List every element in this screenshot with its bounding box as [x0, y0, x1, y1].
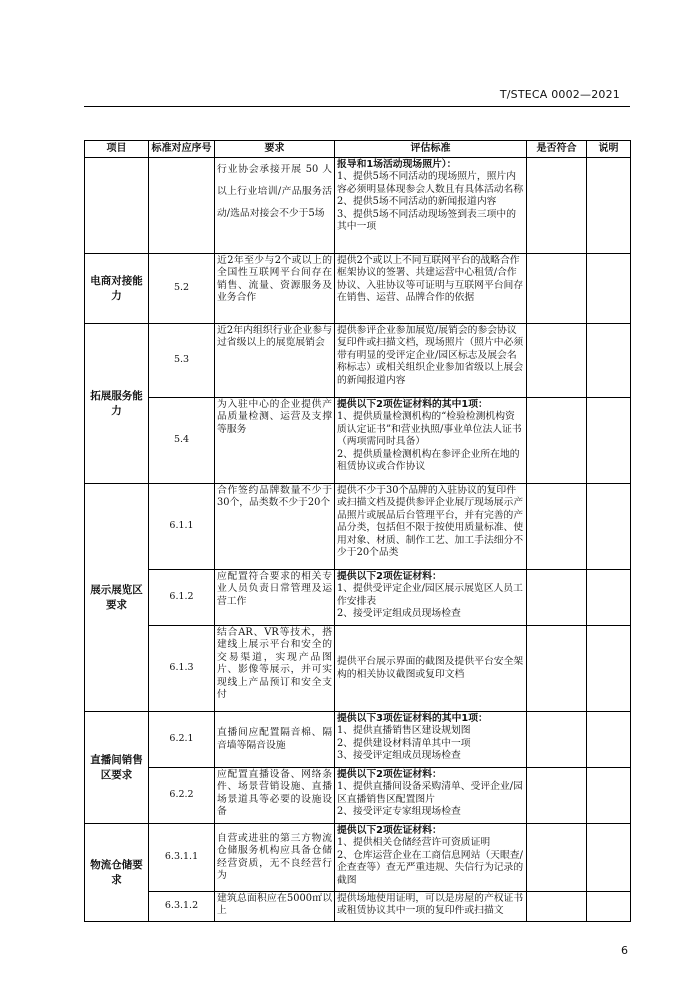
requirement-cell: 应配置直播设备、网络条件、场景营销设施、直播场景道具等必要的设施设备	[215, 768, 335, 824]
table-header-row	[85, 141, 631, 158]
criteria-cell	[335, 570, 527, 626]
notes-cell	[587, 570, 631, 626]
category-cell: 电商对接能力	[85, 254, 149, 324]
requirement-cell: 建筑总面积应在5000㎡以上	[215, 892, 335, 922]
requirement-cell: 为入驻中心的企业提供产品质量检测、运营及支撑等服务	[215, 398, 335, 484]
compliance-cell	[527, 768, 587, 824]
table-row	[85, 824, 631, 892]
criteria-body: 1、提供受评定企业/园区展示展览区人员工作安排表 2、接受评定组成员现场检查	[337, 583, 523, 620]
criteria-cell	[335, 626, 527, 712]
criteria-cell	[335, 768, 527, 824]
compliance-cell	[527, 254, 587, 324]
number-cell: 6.3.1.1	[149, 824, 215, 892]
criteria-body: 1、提供直播间设备采购清单、受评企业/园区直播销售区配置图片 2、接受评定专家组现场检查	[337, 781, 523, 818]
column-header-compliance: 是否符合	[527, 141, 587, 158]
table-row	[85, 324, 631, 398]
criteria-cell	[335, 484, 527, 570]
criteria-body: 提供不少于30个品牌的入驻协议的复印件或扫描文档及提供参评企业展厅现场展示产品照片或展品后台管理平台，并有完善的产品分类，包括但不限于按使用质量标准、使用对象、材质、制作工艺、加工手法细分不少于20个品类	[337, 485, 524, 559]
criteria-cell	[335, 158, 527, 254]
notes-cell	[587, 768, 631, 824]
number-cell: 6.2.2	[149, 768, 215, 824]
compliance-cell	[527, 398, 587, 484]
category-cell: 拓展服务能力	[85, 324, 149, 484]
table-row	[85, 254, 631, 324]
table-row	[85, 626, 631, 712]
criteria-body: 提供2个或以上不同互联网平台的战略合作框架协议的签署、共建运营中心租赁/合作协议、入驻协议等可证明与互联网平台间存在销售、运营、品牌合作的依据	[337, 255, 524, 304]
table-row	[85, 398, 631, 484]
column-header-item: 项目	[85, 141, 149, 158]
requirement-cell: 近2年至少与2个或以上的全国性互联网平台间存在销售、流量、资源服务及业务合作	[215, 254, 335, 324]
compliance-cell	[527, 570, 587, 626]
criteria-lead: 提供以下2项佐证材料：	[337, 825, 442, 836]
criteria-cell	[335, 254, 527, 324]
number-cell: 5.2	[149, 254, 215, 324]
notes-cell	[587, 158, 631, 254]
requirement-cell: 自营或进驻的第三方物流仓储服务机构应具备仓储经营资质，无不良经营行为	[215, 824, 335, 892]
notes-cell	[587, 484, 631, 570]
table-row	[85, 768, 631, 824]
evaluation-table	[84, 140, 631, 922]
category-cell	[85, 158, 149, 254]
requirement-cell: 行业协会承接开展 50 人以上行业培训/产品服务活动/选品对接会不少于5场	[215, 158, 335, 254]
criteria-body: 1、提供相关仓储经营许可资质证明 2、仓库运营企业在工商信息网站（天眼查/企查查等）查无严重违规、失信行为记录的截图	[337, 837, 524, 886]
requirement-cell: 直播间应配置隔音棉、隔音墙等隔音设施	[215, 712, 335, 768]
notes-cell	[587, 712, 631, 768]
page-number: 6	[621, 944, 628, 957]
category-cell: 直播间销售区要求	[85, 712, 149, 824]
category-cell: 物流仓储要求	[85, 824, 149, 922]
number-cell: 6.2.1	[149, 712, 215, 768]
requirement-cell: 应配置符合要求的相关专业人员负责日常管理及运营工作	[215, 570, 335, 626]
criteria-cell	[335, 824, 527, 892]
criteria-lead: 提供以下3项佐证材料的其中1项：	[337, 713, 488, 724]
notes-cell	[587, 892, 631, 922]
table-row	[85, 484, 631, 570]
standard-code: T/STECA 0002—2021	[499, 88, 620, 101]
criteria-cell	[335, 892, 527, 922]
table-row	[85, 158, 631, 254]
number-cell	[149, 158, 215, 254]
number-cell: 5.3	[149, 324, 215, 398]
criteria-body: 1、提供直播销售区建设规划图 2、提供建设材料清单其中一项 3、接受评定组成员现场检查	[337, 725, 471, 762]
requirement-cell: 近2年内组织行业企业参与过省级以上的展览展销会	[215, 324, 335, 398]
compliance-cell	[527, 158, 587, 254]
column-header-number: 标准对应序号	[149, 141, 215, 158]
column-header-requirement: 要求	[215, 141, 335, 158]
notes-cell	[587, 626, 631, 712]
notes-cell	[587, 824, 631, 892]
criteria-lead: 提供以下2项佐证材料的其中1项：	[337, 399, 488, 410]
table-row	[85, 892, 631, 922]
criteria-cell	[335, 324, 527, 398]
table-row	[85, 712, 631, 768]
compliance-cell	[527, 484, 587, 570]
column-header-criteria: 评估标准	[335, 141, 527, 158]
criteria-body: 提供平台展示界面的截图及提供平台安全架构的相关协议截图或复印文档	[337, 656, 524, 680]
criteria-body: 提供参评企业参加展览/展销会的参会协议复印件或扫描文档，现场照片（照片中必须带有明显的受评定企业/园区标志及展会名称标志）或相关组织企业参加省级以上展会的新闻报道内容	[337, 325, 524, 386]
criteria-body: 1、提供质量检测机构的“检验检测机构资质认定证书”和营业执照/事业单位法人证书（两项需同时具备） 2、提供质量检测机构在参评企业所在地的租赁协议或合作协议	[337, 411, 522, 473]
criteria-lead: 提供以下2项佐证材料：	[337, 571, 442, 582]
number-cell: 6.1.2	[149, 570, 215, 626]
number-cell: 5.4	[149, 398, 215, 484]
notes-cell	[587, 324, 631, 398]
category-cell: 展示展览区要求	[85, 484, 149, 712]
compliance-cell	[527, 626, 587, 712]
compliance-cell	[527, 712, 587, 768]
column-header-notes: 说明	[587, 141, 631, 158]
table-row	[85, 570, 631, 626]
criteria-lead: 提供以下2项佐证材料：	[337, 769, 442, 780]
criteria-body: 提供场地使用证明，可以是房屋的产权证书或租赁协议其中一项的复印件或扫描文	[337, 893, 524, 917]
requirement-cell: 合作签约品牌数量不少于30个，品类数不少于20个	[215, 484, 335, 570]
notes-cell	[587, 254, 631, 324]
header-rule	[84, 106, 630, 107]
number-cell: 6.1.3	[149, 626, 215, 712]
notes-cell	[587, 398, 631, 484]
requirement-cell: 结合AR、VR等技术，搭建线上展示平台和安全的交易渠道，实现产品图片、影像等展示，并可实现线上产品预订和安全支付	[215, 626, 335, 712]
compliance-cell	[527, 324, 587, 398]
compliance-cell	[527, 824, 587, 892]
criteria-lead: 报导和1场活动现场照片）：	[337, 159, 457, 170]
criteria-body: 1、提供5场不同活动的现场照片，照片内容必须明显体现参会人数且有具体活动名称 2、提供5场不同活动的新闻报道内容 3、提供5场不同活动现场签到表三项中的其中一项	[337, 171, 524, 233]
compliance-cell	[527, 892, 587, 922]
criteria-cell	[335, 712, 527, 768]
number-cell: 6.1.1	[149, 484, 215, 570]
criteria-cell	[335, 398, 527, 484]
number-cell: 6.3.1.2	[149, 892, 215, 922]
